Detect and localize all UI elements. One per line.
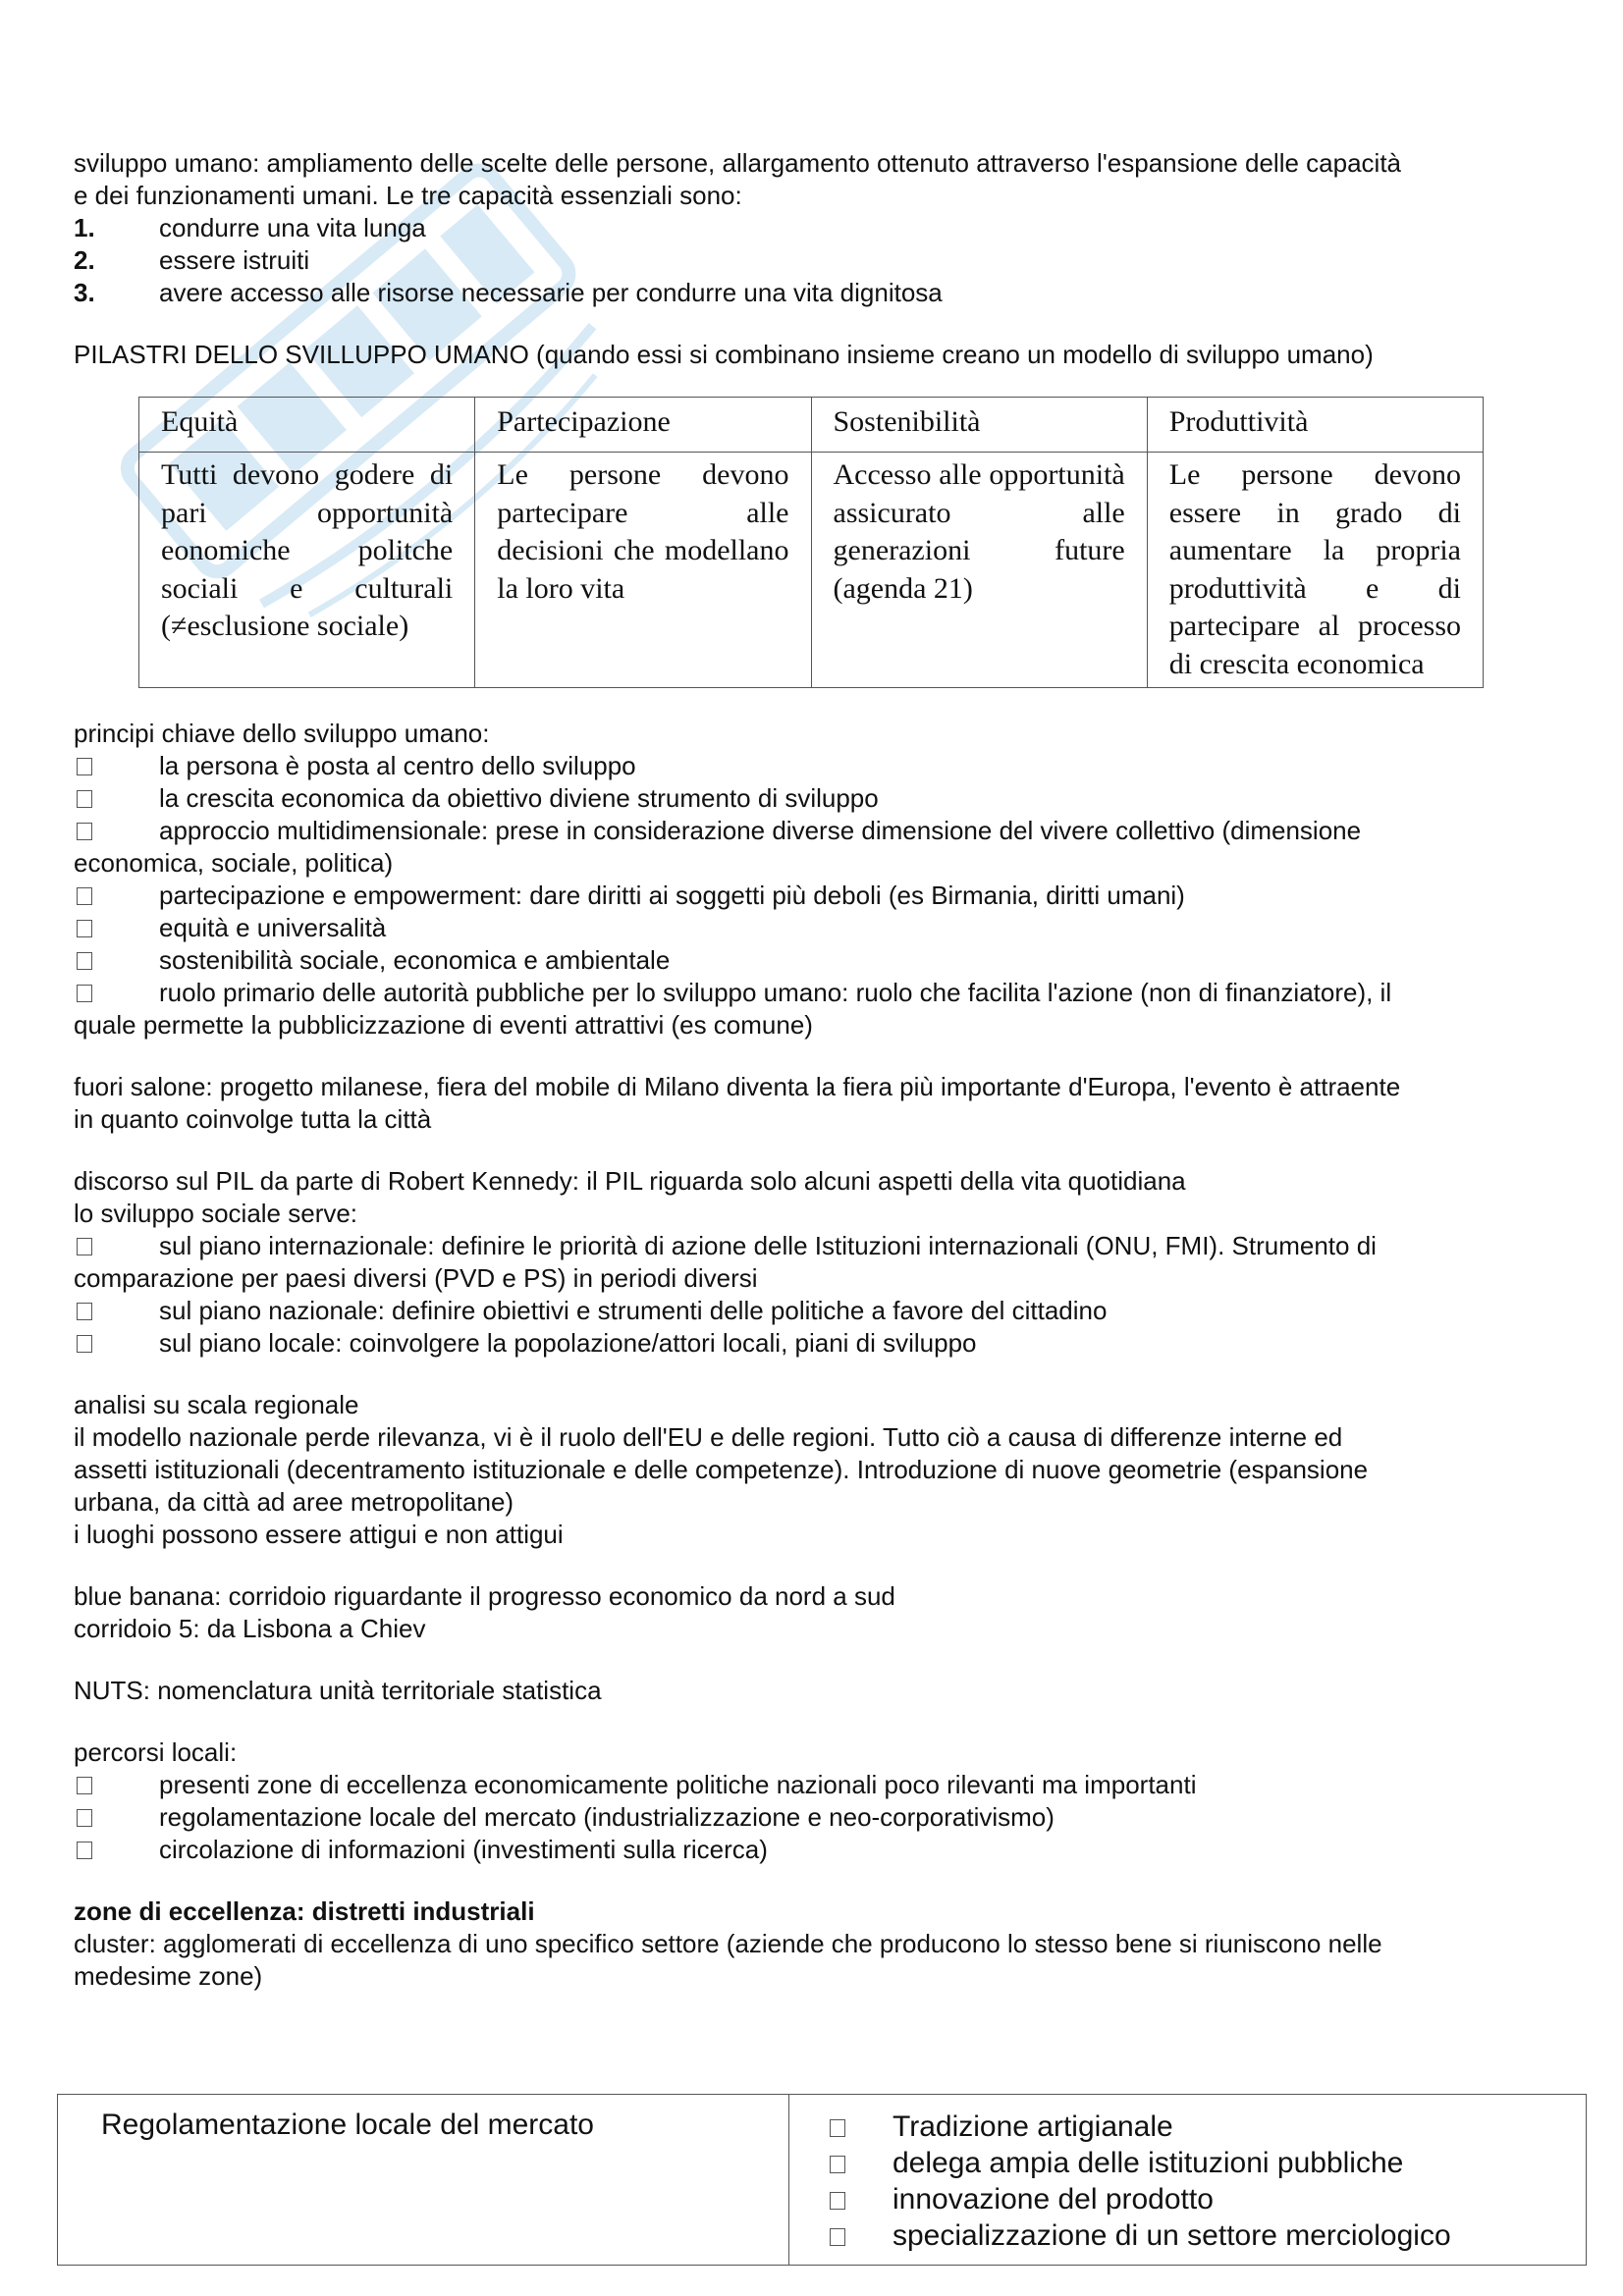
table-cell: Tutti devono godere di pari opportunità eonomiche politche sociali e culturali (≠esclusione sociale) — [139, 453, 475, 688]
checkbox-icon — [74, 782, 159, 815]
numbered-item — [74, 212, 1497, 244]
item-text: essere istruiti — [159, 245, 310, 275]
list-item: presenti zone di eccellenza economicamente politiche nazionali poco rilevanti ma importanti — [74, 1769, 1497, 1801]
list-item: sul piano nazionale: definire obiettivi e strumenti delle politiche a favore del cittadino — [74, 1295, 1497, 1327]
checkbox-icon — [74, 1834, 159, 1866]
paragraph-line: corridoio 5: da Lisbona a Chiev — [74, 1614, 426, 1643]
item-text: avere accesso alle risorse necessarie per condurre una vita dignitosa — [159, 278, 943, 307]
pilastri-table — [138, 397, 1484, 688]
list-item-continuation: economica, sociale, politica) — [74, 848, 394, 878]
list-item: equità e universalità — [74, 912, 1497, 944]
list-item: ruolo primario delle autorità pubbliche per lo sviluppo umano: ruolo che facilita l'azione (non di finanziatore), il — [74, 977, 1497, 1009]
table-header-cell: Partecipazione — [475, 398, 811, 453]
table-cell: Regolamentazione locale del mercato — [58, 2095, 789, 2266]
list-item: sul piano locale: coinvolgere la popolazione/attori locali, piani di sviluppo — [74, 1327, 1497, 1360]
checkbox-icon — [827, 2217, 893, 2254]
table-cell: Le persone devono partecipare alle decisioni che modellano la loro vita — [475, 453, 811, 688]
checkbox-icon — [74, 912, 159, 944]
list-item: la crescita economica da obiettivo diviene strumento di sviluppo — [74, 782, 1497, 815]
paragraph-line: fuori salone: progetto milanese, fiera del mobile di Milano diventa la fiera più importante d'Europa, l'evento è attraente — [74, 1072, 1401, 1101]
item-number: 3. — [74, 278, 95, 307]
item-number: 1. — [74, 213, 95, 242]
checkbox-icon — [74, 1769, 159, 1801]
list-item: regolamentazione locale del mercato (industrializzazione e neo-corporativismo) — [74, 1801, 1497, 1834]
zone-heading: zone di eccellenza: distretti industriali — [74, 1896, 535, 1926]
list-item: circolazione di informazioni (investimenti sulla ricerca) — [74, 1834, 1497, 1866]
checkbox-icon — [74, 880, 159, 912]
checkbox-icon — [827, 2109, 893, 2145]
table-cell — [789, 2095, 1587, 2266]
paragraph-line: medesime zone) — [74, 1961, 263, 1991]
list-item: Tradizione artigianale — [827, 2109, 1586, 2145]
intro-line-2: e dei funzionamenti umani. Le tre capacità essenziali sono: — [74, 181, 742, 210]
paragraph-line: in quanto coinvolge tutta la città — [74, 1104, 432, 1134]
intro-line-1: sviluppo umano: ampliamento delle scelte delle persone, allargamento ottenuto attraverso l'espansione delle capacità — [74, 148, 1402, 178]
checkbox-icon — [74, 815, 159, 847]
paragraph-line: discorso sul PIL da parte di Robert Kennedy: il PIL riguarda solo alcuni aspetti della vita quotidiana — [74, 1166, 1186, 1196]
paragraph-line: assetti istituzionali (decentramento istituzionale e delle competenze). Introduzione di nuove geometrie (espansione — [74, 1455, 1369, 1484]
table-header-cell: Sostenibilità — [811, 398, 1147, 453]
paragraph-line: cluster: agglomerati di eccellenza di uno specifico settore (aziende che producono lo stesso bene si riuniscono nelle — [74, 1929, 1382, 1958]
table-header-cell: Equità — [139, 398, 475, 453]
list-item: delega ampia delle istituzioni pubbliche — [827, 2145, 1586, 2181]
paragraph-line: NUTS: nomenclatura unità territoriale statistica — [74, 1676, 602, 1705]
checkbox-icon — [827, 2181, 893, 2217]
document-body — [74, 147, 1497, 1993]
principi-heading: principi chiave dello sviluppo umano: — [74, 719, 490, 748]
list-item: la persona è posta al centro dello sviluppo — [74, 750, 1497, 782]
checkbox-icon — [74, 1327, 159, 1360]
checkbox-icon — [74, 944, 159, 977]
item-text: condurre una vita lunga — [159, 213, 426, 242]
checkbox-icon — [827, 2145, 893, 2181]
list-item: approccio multidimensionale: prese in considerazione diverse dimensione del vivere collettivo (dimensione — [74, 815, 1497, 847]
list-item: innovazione del prodotto — [827, 2181, 1586, 2217]
paragraph-line: il modello nazionale perde rilevanza, vi è il ruolo dell'EU e delle regioni. Tutto ciò a causa di differenze interne ed — [74, 1422, 1343, 1452]
paragraph-line: lo sviluppo sociale serve: — [74, 1199, 358, 1228]
checkbox-icon — [74, 750, 159, 782]
numbered-item — [74, 277, 1497, 309]
pilastri-heading: PILASTRI DELLO SVILLUPPO UMANO (quando essi si combinano insieme creano un modello di sviluppo umano) — [74, 340, 1374, 369]
table-cell: Accesso alle opportunità assicurato alle generazioni future (agenda 21) — [811, 453, 1147, 688]
table-header-cell: Produttività — [1147, 398, 1483, 453]
list-item: partecipazione e empowerment: dare diritti ai soggetti più deboli (es Birmania, diritti umani) — [74, 880, 1497, 912]
percorsi-heading: percorsi locali: — [74, 1737, 238, 1767]
paragraph-line: analisi su scala regionale — [74, 1390, 359, 1419]
list-item: specializzazione di un settore merciologico — [827, 2217, 1586, 2254]
checkbox-icon — [74, 977, 159, 1009]
paragraph-line: blue banana: corridoio riguardante il progresso economico da nord a sud — [74, 1581, 895, 1611]
list-item-continuation: comparazione per paesi diversi (PVD e PS) in periodi diversi — [74, 1263, 758, 1293]
list-item: sostenibilità sociale, economica e ambientale — [74, 944, 1497, 977]
numbered-item — [74, 244, 1497, 277]
paragraph-line: i luoghi possono essere attigui e non attigui — [74, 1520, 564, 1549]
table-cell: Le persone devono essere in grado di aumentare la propria produttività e di partecipare al processo di crescita economica — [1147, 453, 1483, 688]
checkbox-icon — [74, 1230, 159, 1262]
list-item-continuation: quale permette la pubblicizzazione di eventi attrattivi (es comune) — [74, 1010, 813, 1040]
item-number: 2. — [74, 245, 95, 275]
checkbox-icon — [74, 1801, 159, 1834]
list-item: sul piano internazionale: definire le priorità di azione delle Istituzioni internazionali (ONU, FMI). Strumento di — [74, 1230, 1497, 1262]
paragraph-line: urbana, da città ad aree metropolitane) — [74, 1487, 514, 1517]
bottom-table — [57, 2094, 1587, 2266]
checkbox-icon — [74, 1295, 159, 1327]
